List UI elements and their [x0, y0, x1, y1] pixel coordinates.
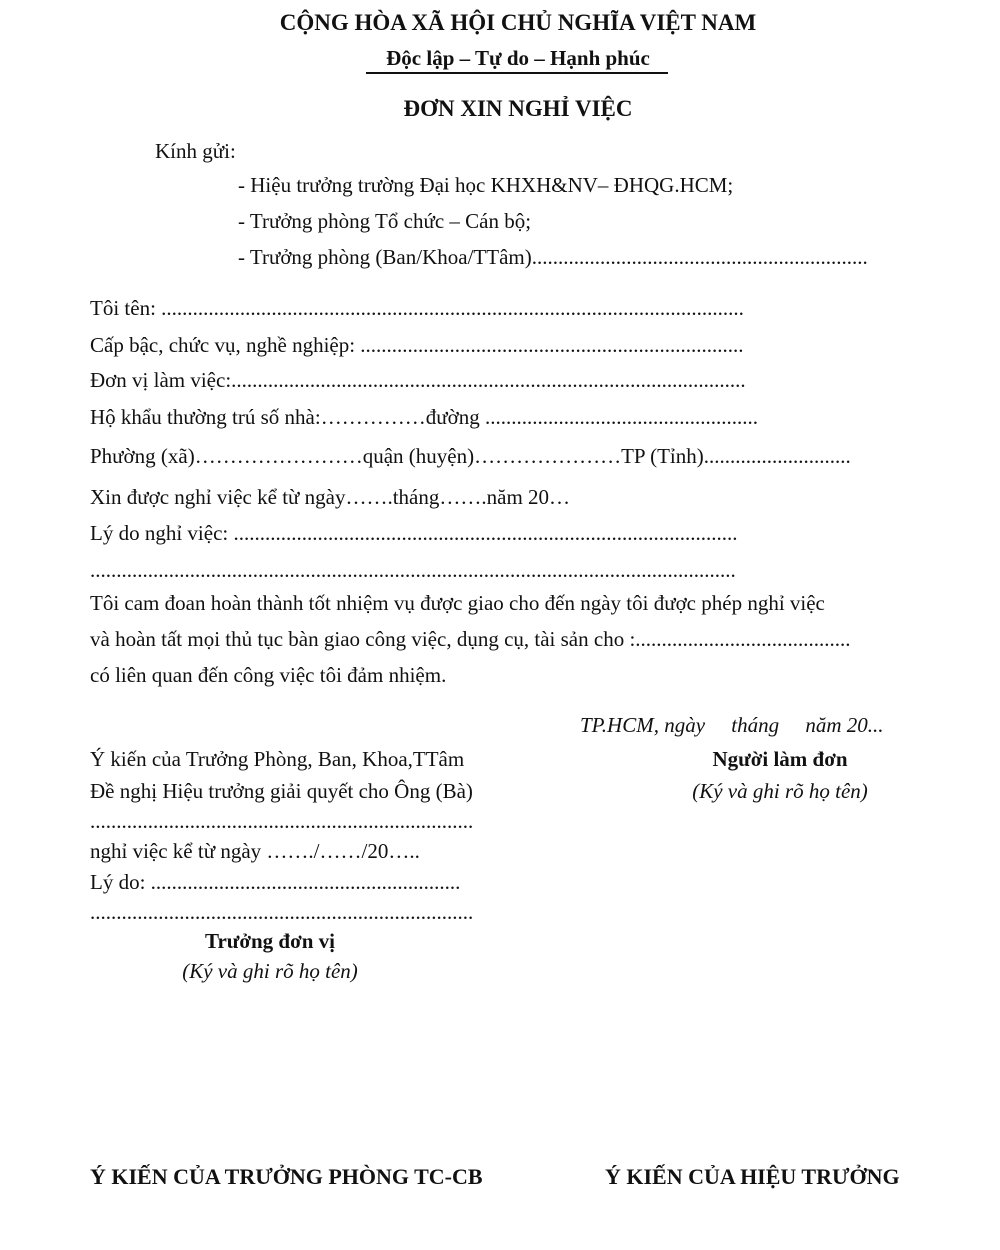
unit-opinion-name-line: .........................................................................: [90, 809, 474, 833]
recipient-line: - Hiệu trưởng trường Đại học KHXH&NV– ĐHQG.HCM;: [238, 173, 734, 197]
field-position: Cấp bậc, chức vụ, nghề nghiệp: .........................................................................: [90, 333, 744, 357]
rector-opinion-heading: Ý KIẾN CỦA HIỆU TRƯỞNG: [605, 1164, 900, 1189]
unit-opinion-date: nghỉ việc kể từ ngày ……./……/20…..: [90, 839, 420, 863]
field-address: Hộ khẩu thường trú số nhà:……………đường ....................................................: [90, 405, 758, 429]
document-title: ĐƠN XIN NGHỈ VIỆC: [403, 96, 633, 121]
motto-underline: [366, 72, 668, 74]
field-name: Tôi tên: ...............................................................................................................: [90, 296, 744, 320]
unit-opinion-reason-continued: .........................................................................: [90, 900, 474, 924]
recipient-line: - Trưởng phòng Tổ chức – Cán bộ;: [238, 209, 532, 233]
applicant-sign-note: (Ký và ghi rõ họ tên): [692, 779, 868, 803]
motto: Độc lập – Tự do – Hạnh phúc: [386, 46, 650, 70]
place-date: TP.HCM, ngày tháng năm 20...: [580, 713, 884, 737]
field-ward-district-city: Phường (xã)……………………quận (huyện)…………………TP (Tỉnh)............................: [90, 444, 851, 468]
field-reason-continued: ...........................................................................................................................: [90, 558, 736, 582]
applicant-title: Người làm đơn: [712, 747, 848, 771]
unit-head-title: Trưởng đơn vị: [205, 929, 335, 953]
unit-opinion-reason: Lý do: ...........................................................: [90, 870, 461, 894]
recipient-line: - Trưởng phòng (Ban/Khoa/TTâm)................................................................: [238, 245, 868, 269]
field-reason: Lý do nghỉ việc: ................................................................................................: [90, 521, 738, 545]
national-title: CỘNG HÒA XÃ HỘI CHỦ NGHĨA VIỆT NAM: [279, 10, 757, 35]
field-leave-date: Xin được nghỉ việc kể từ ngày…….tháng…….năm 20…: [90, 485, 571, 509]
commitment-line: và hoàn tất mọi thủ tục bàn giao công việc, dụng cụ, tài sản cho :.........................................: [90, 627, 851, 651]
commitment-line: có liên quan đến công việc tôi đảm nhiệm.: [90, 663, 447, 687]
unit-opinion-heading: Ý kiến của Trưởng Phòng, Ban, Khoa,TTâm: [90, 747, 465, 771]
salutation: Kính gửi:: [155, 139, 236, 163]
field-workplace: Đơn vị làm việc:..................................................................................................: [90, 368, 746, 392]
personnel-head-opinion-heading: Ý KIẾN CỦA TRƯỞNG PHÒNG TC-CB: [90, 1164, 483, 1189]
unit-head-sign-note: (Ký và ghi rõ họ tên): [182, 959, 358, 983]
unit-opinion-proposal: Đề nghị Hiệu trưởng giải quyết cho Ông (Bà): [90, 779, 473, 803]
commitment-line: Tôi cam đoan hoàn thành tốt nhiệm vụ được giao cho đến ngày tôi được phép nghỉ việc: [90, 591, 825, 615]
